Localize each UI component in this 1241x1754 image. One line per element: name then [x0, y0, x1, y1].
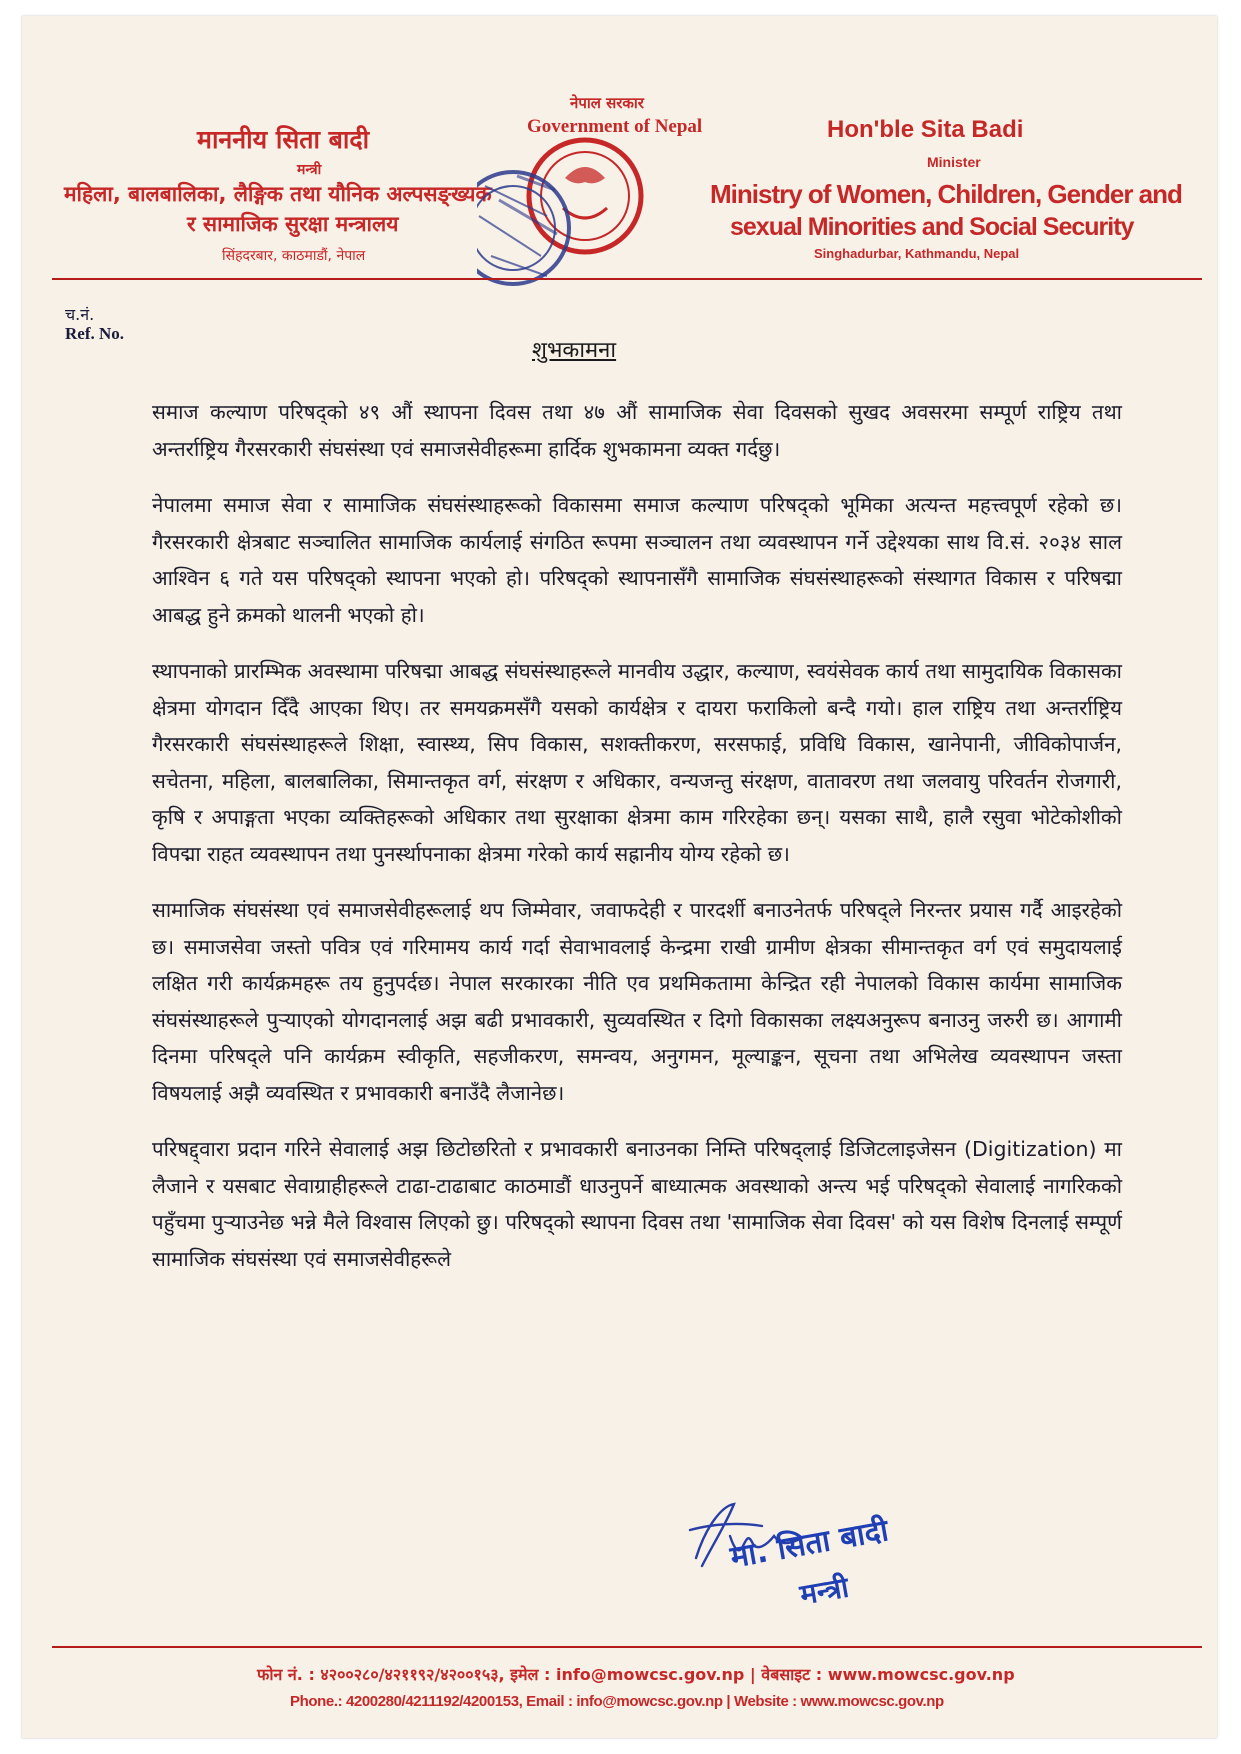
header-divider	[52, 278, 1202, 280]
minister-title-english: Minister	[927, 154, 981, 170]
footer-contact-english: Phone.: 4200280/4211192/4200153, Email : info@mowcsc.gov.np | Website : www.mowcsc.gov.np	[290, 1693, 944, 1710]
ministry-name-english-line1: Ministry of Women, Children, Gender and	[710, 179, 1182, 209]
footer-contact-nepali: फोन नं. : ४२००२८०/४२११९२/४२००१५३, इमेल : info@mowcsc.gov.np | वेबसाइट : www.mowcsc.gov.np	[257, 1665, 1015, 1684]
ministry-name-nepali-line1: महिला, बालबालिका, लैङ्गिक तथा यौनिक अल्पसङ्ख्यक	[64, 182, 492, 206]
government-name-nepali: नेपाल सरकार	[570, 94, 644, 112]
signatory-stamp-title: मन्त्री	[797, 1570, 852, 1612]
letter-body	[152, 394, 1122, 1297]
minister-name-nepali: माननीय सिता बादी	[197, 125, 370, 154]
paragraph: नेपालमा समाज सेवा र सामाजिक संघसंस्थाहरूको विकासमा समाज कल्याण परिषद्को भूमिका अत्यन्त महत्त्वपूर्ण रहेको छ। गैरसरकारी क्षेत्रबाट सञ्चालित सामाजिक कार्यलाई संगठित रूपमा सञ्चालन तथा व्यवस्थापन गर्ने उद्देश्यका साथ वि.सं. २०३४ साल आश्विन ६ गते यस परिषद्को स्थापना भएको हो। परिषद्को स्थापनासँगै सामाजिक संघसंस्थाहरूको संस्थागत विकास र परिषद्मा आबद्ध हुने क्रमको थालनी भएको हो।	[152, 493, 1122, 627]
ministry-name-nepali-line2: र सामाजिक सुरक्षा मन्त्रालय	[187, 212, 399, 236]
minister-title-nepali: मन्त्री	[297, 162, 322, 178]
paragraph: परिषद्द्वारा प्रदान गरिने सेवालाई अझ छिटोछरितो र प्रभावकारी बनाउनका निम्ति परिषद्लाई डिजिटलाइजेसन (Digitization) मा लैजाने र यसबाट सेवाग्राहीहरूले टाढा-टाढाबाट काठमाडौं धाउनुपर्ने बाध्यात्मक अवस्थाको अन्त्य भई परिषद्को सेवालाई नागरिकको पहुँचमा पुऱ्याउनेछ भन्ने मैले विश्वास लिएको छु। परिषद्को स्थापना दिवस तथा 'सामाजिक सेवा दिवस' को यस विशेष दिनलाई सम्पूर्ण सामाजिक संघसंस्था एवं समाजसेवीहरूले	[152, 1137, 1122, 1271]
paragraph: समाज कल्याण परिषद्को ४९ औं स्थापना दिवस तथा ४७ औं सामाजिक सेवा दिवसको सुखद अवसरमा सम्पूर्ण राष्ट्रिय तथा अन्तर्राष्ट्रिय गैरसरकारी संघसंस्था एवं समाजसेवीहरूमा हार्दिक शुभकामना व्यक्त गर्दछु।	[152, 400, 1122, 461]
ministry-name-english-line2: sexual Minorities and Social Security	[730, 213, 1134, 241]
ref-number-label-nepali: च.नं.	[65, 305, 95, 324]
letter-page	[22, 16, 1217, 1738]
government-name-english: Government of Nepal	[527, 116, 703, 137]
signatory-stamp-name: मा. सिता बादी	[727, 1513, 892, 1576]
document-title: शुभकामना	[532, 338, 617, 363]
address-nepali: सिंहदरबार, काठमाडौं, नेपाल	[222, 248, 366, 264]
paragraph: सामाजिक संघसंस्था एवं समाजसेवीहरूलाई थप जिम्मेवार, जवाफदेही र पारदर्शी बनाउनेतर्फ परिषद्ले निरन्तर प्रयास गर्दै आइरहेको छ। समाजसेवा जस्तो पवित्र एवं गरिमामय कार्य गर्दा सेवाभावलाई केन्द्रमा राखी ग्रामीण क्षेत्रका सीमान्तकृत वर्ग एवं समुदायलाई लक्षित गरी कार्यक्रमहरू तय हुनुपर्दछ। नेपाल सरकारका नीति एव प्रथमिकतामा केन्द्रित रही नेपालको विकास कार्यमा सामाजिक संघसंस्थाहरूले पुऱ्याएको योगदानलाई अझ बढी प्रभावकारी, सुव्यवस्थित र दिगो विकासका लक्ष्यअनुरूप बनाउनु जरुरी छ। आगामी दिनमा परिषद्ले पनि कार्यक्रम स्वीकृति, सहजीकरण, समन्वय, अनुगमन, मूल्याङ्कन, सूचना तथा अभिलेख व्यवस्थापन जस्ता विषयलाई अझै व्यवस्थित र प्रभावकारी बनाउँदै लैजानेछ।	[152, 898, 1122, 1105]
address-english: Singhadurbar, Kathmandu, Nepal	[814, 246, 1020, 261]
ref-number-label-english: Ref. No.	[65, 324, 125, 343]
paragraph: स्थापनाको प्रारम्भिक अवस्थामा परिषद्मा आबद्ध संघसंस्थाहरूले मानवीय उद्धार, कल्याण, स्वयंसेवक कार्य तथा सामुदायिक विकासका क्षेत्रमा योगदान दिँदै आएका थिए। तर समयक्रमसँगै यसको कार्यक्षेत्र र दायरा फराकिलो बन्दै गयो। हाल राष्ट्रिय तथा अन्तर्राष्ट्रिय गैरसरकारी संघसंस्थाहरूले शिक्षा, स्वास्थ्य, सिप विकास, सशक्तीकरण, सरसफाई, प्रविधि विकास, खानेपानी, जीविकोपार्जन, सचेतना, महिला, बालबालिका, सिमान्तकृत वर्ग, संरक्षण र अधिकार, वन्यजन्तु संरक्षण, वातावरण तथा जलवायु परिवर्तन रोजगारी, कृषि र अपाङ्गता भएका व्यक्तिहरूको अधिकार तथा सुरक्षाका क्षेत्रमा काम गरिरहेका छन्। यसका साथै, हालै रसुवा भोटेकोशीको विपद्मा राहत व्यवस्थापन तथा पुनर्स्थापनाका क्षेत्रमा गरेको कार्य सह्रानीय योग्य रहेको छ।	[152, 659, 1122, 866]
footer-divider	[52, 1646, 1202, 1648]
minister-name-english: Hon'ble Sita Badi	[827, 116, 1024, 143]
